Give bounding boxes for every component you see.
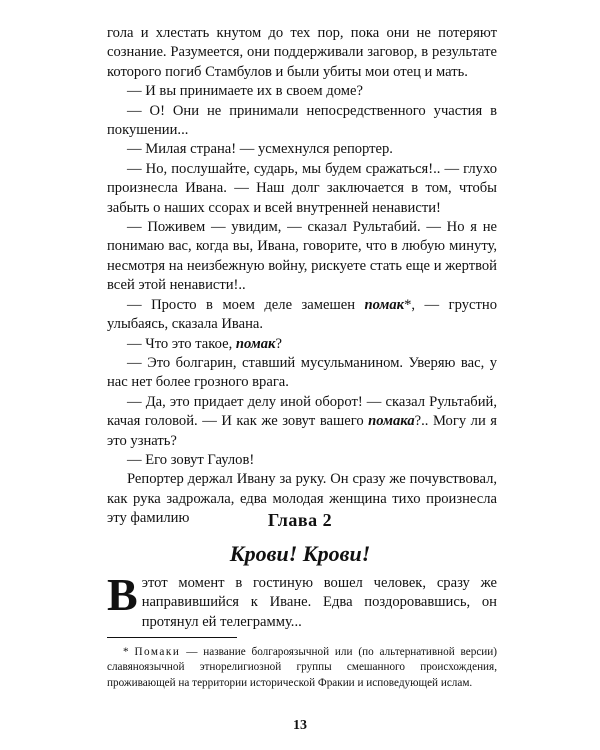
footnote-marker: * — [123, 646, 129, 658]
paragraph-1: гола и хлестать кнутом до тех пор, пока они не потеряют сознание. Разумеется, они поддерживали заговор, в результате которого погиб Стамбулов и были убиты мои отец и мать. — [107, 25, 497, 80]
footnote-text: — название болгароязычной или (по альтернативной версии) славяноязычной этнорелигиозной группы смешанного происхождения, проживающей на территории исторической Фракии и исповедующей ислам. — [107, 646, 498, 689]
main-text — [107, 24, 497, 529]
paragraph-11: — Его зовут Гаулов! — [127, 451, 255, 468]
paragraph-8-b: ? — [275, 335, 282, 352]
paragraph-7 — [107, 296, 497, 335]
paragraph-7-a: — Просто в моем деле замешен — [127, 296, 365, 313]
chapter-title: Крови! Крови! — [229, 541, 371, 566]
footnote-divider — [107, 637, 237, 638]
paragraph-10-b: ?.. Могу ли я это узнать? — [107, 413, 497, 449]
paragraph-8-a: — Что это такое, — [127, 335, 236, 352]
chapter-opening — [107, 569, 497, 632]
chapter-opening-text: этот момент в гостиную вошел человек, сразу же направившийся к Иване. Едва поздоровавшись, он протянул ей телеграмму... — [141, 575, 497, 630]
footnote — [107, 645, 497, 691]
chapter-label: Глава 2 — [267, 510, 333, 530]
paragraph-3: — О! Они не принимали непосредственного участия в покушении... — [107, 102, 497, 139]
paragraph-12: Репортер держал Ивану за руку. Он сразу же почувствовал, как рука задрожала, едва молодая женщина тихо произнесла эту фамилию — [107, 471, 497, 527]
paragraph-9: — Это болгарин, ставший мусульманином. Уверяю вас, у нас нет более грозного врага. — [107, 354, 497, 391]
page-number: 13 — [293, 718, 307, 733]
paragraph-10-a: — Да, это придает делу иной оборот! — сказал Рультабий, качая головой. — И как же зовут вашего — [107, 393, 497, 430]
paragraph-5: — Но, послушайте, сударь, мы будем сражаться!.. — глухо произнесла Ивана. — Наш долг заключается в том, чтобы забыть о наших ссорах и всей внутренней ненависти! — [107, 160, 497, 216]
paragraph-7-b: *, — грустно улыбаясь, сказала Ивана. — [107, 296, 497, 333]
paragraph-7-term: помак — [364, 296, 405, 313]
paragraph-6: — Поживем — увидим, — сказал Рультабий. — Но я не понимаю вас, когда вы, Ивана, говорите, что в любую минуту, несмотря на неизбежную войну, рискуете стать еще и жертвой всей этой ненависти!.. — [107, 219, 497, 294]
paragraph-8-term: помак — [235, 335, 276, 352]
drop-cap: В — [107, 569, 138, 620]
paragraph-10-term: помака — [368, 413, 415, 430]
footnote-term: Помаки — [134, 646, 181, 658]
paragraph-8 — [107, 335, 497, 354]
paragraph-10 — [107, 393, 497, 451]
paragraph-4: — Милая страна! — усмехнулся репортер. — [127, 141, 393, 158]
paragraph-2: — И вы принимаете их в своем доме? — [127, 83, 363, 100]
